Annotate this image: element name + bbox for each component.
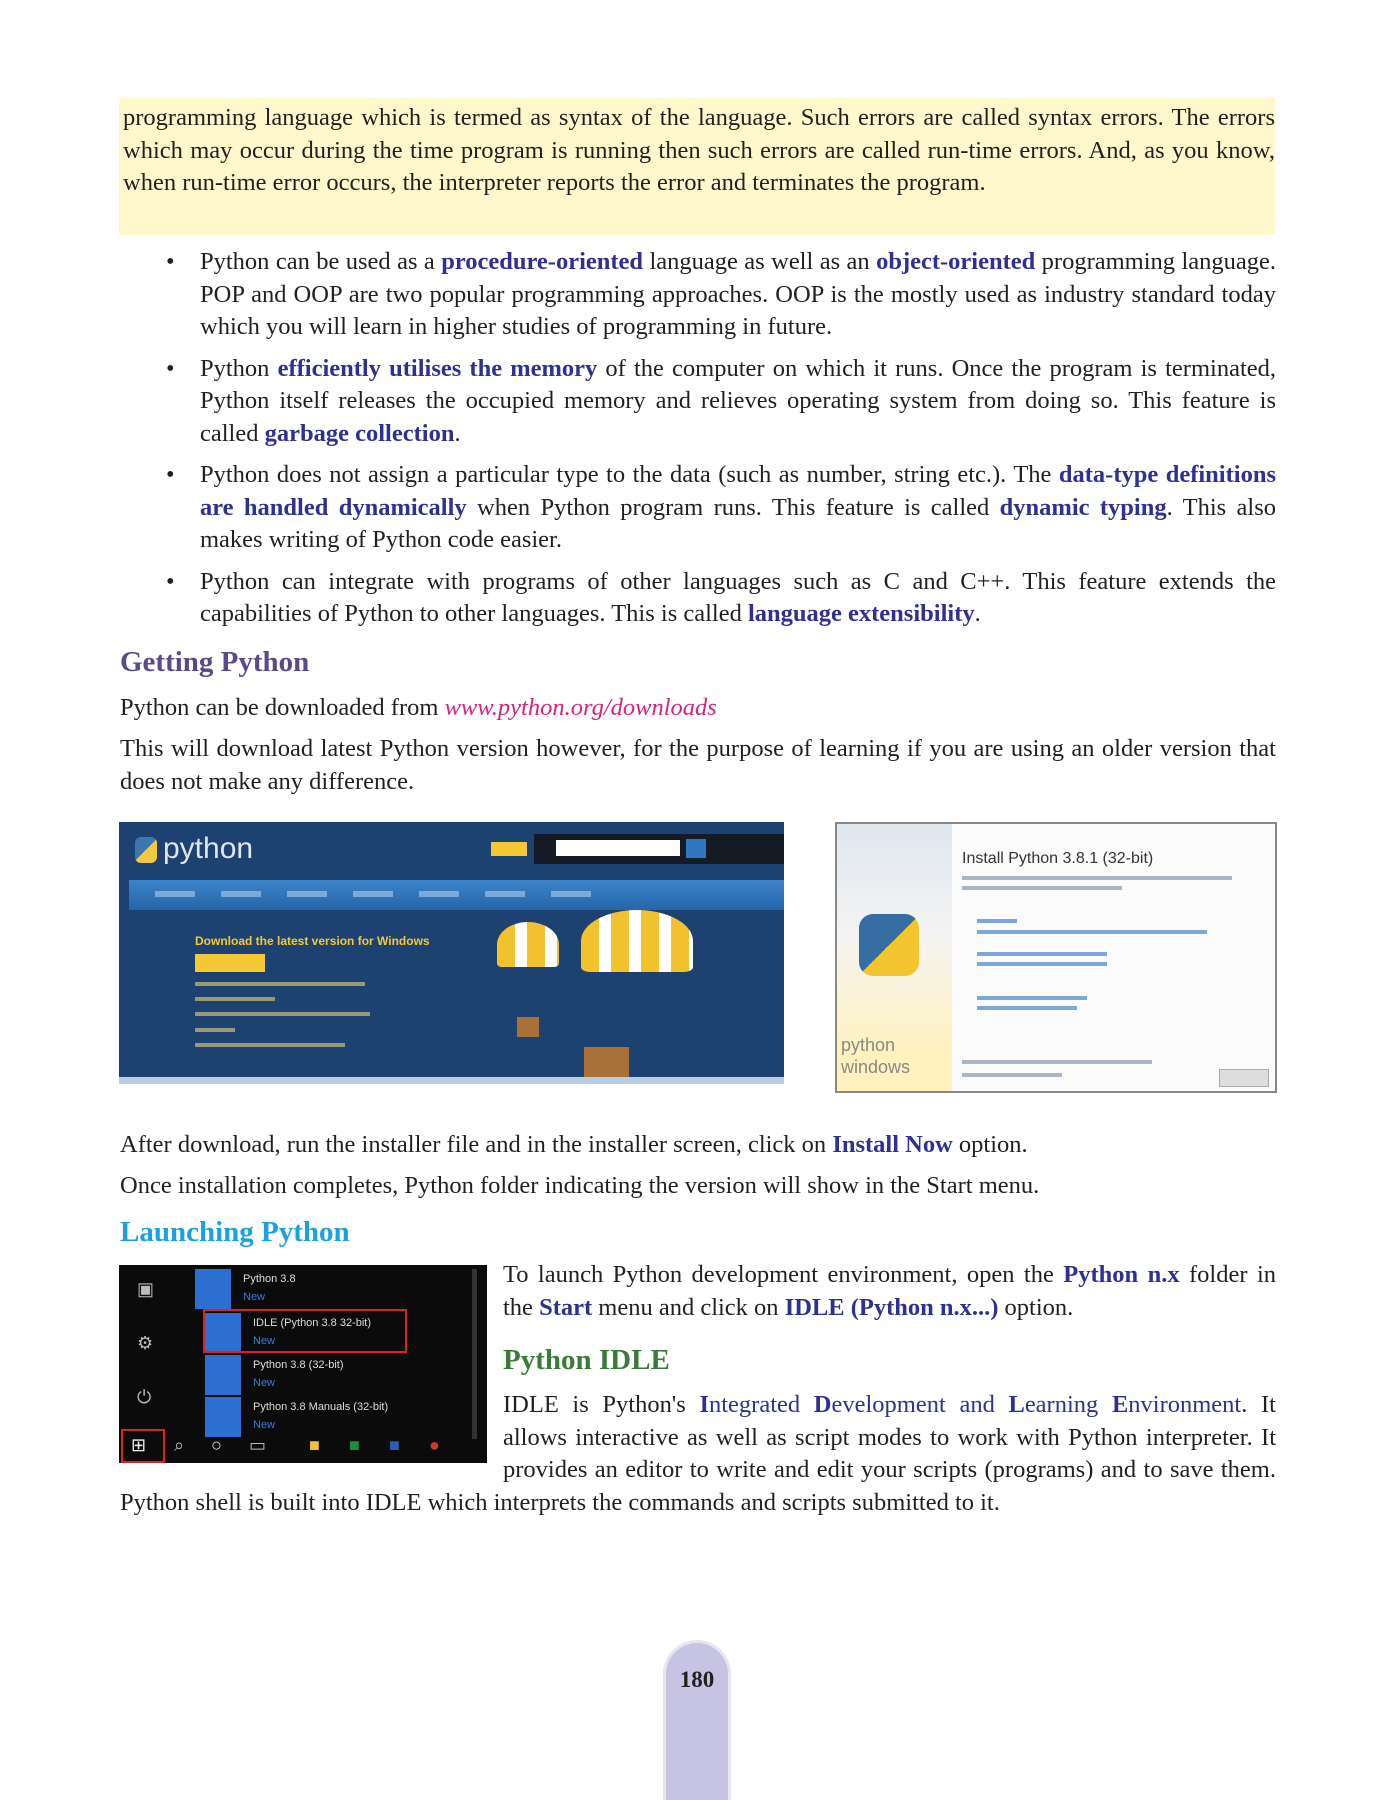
search-input	[556, 840, 680, 856]
keyword: I	[699, 1391, 709, 1418]
text: menu and click on	[592, 1293, 785, 1321]
text: After download, run the installer file and in the installer screen, click on	[120, 1131, 833, 1158]
page-number: 180	[679, 1667, 715, 1692]
text: folder in the	[503, 1261, 1276, 1321]
powerpoint-icon: ●	[429, 1435, 440, 1455]
text: earning	[1024, 1391, 1112, 1418]
python-logo	[135, 832, 253, 866]
text: option.	[998, 1293, 1074, 1321]
bullet-icon: •	[166, 567, 175, 595]
launch-instructions	[503, 1259, 1276, 1324]
site-nav	[129, 880, 784, 910]
bullet-icon: •	[166, 354, 175, 382]
keyword: data-type definitions are handled dynamically	[200, 461, 1276, 521]
search-go-button	[686, 839, 706, 858]
donate-button	[491, 842, 527, 856]
power-icon: ⏻	[137, 1387, 152, 1407]
page-number-tab	[663, 1640, 731, 1800]
text: .	[454, 419, 461, 447]
text: of the computer on which it runs. Once the program is terminated, Python itself releases the occupied memory and relieves operating system from doing so. This feature is called	[200, 354, 1276, 447]
feature-bullet-list	[166, 246, 1276, 640]
download-headline: Download the latest version for Windows	[195, 934, 430, 948]
python-logo-icon	[135, 837, 157, 863]
customize-installation-option	[977, 996, 1087, 1000]
text: Python can be used as a	[200, 248, 442, 275]
highlighted-paragraph	[119, 98, 1275, 235]
parachute-image	[581, 910, 693, 972]
install-now-option	[977, 919, 1017, 923]
text: Python	[200, 354, 278, 382]
keyword: language extensibility	[747, 600, 975, 627]
installation-complete-line: Once installation completes, Python folder indicating the version will show in the Start menu.	[120, 1172, 1040, 1199]
bullet-item	[166, 246, 1276, 344]
getting-python-heading: Getting Python	[120, 646, 310, 678]
text: Python can be downloaded from	[120, 694, 445, 721]
text: language as well as an	[643, 248, 877, 275]
keyword: D	[813, 1391, 832, 1418]
text: . This also makes writing of Python code easier.	[200, 493, 1276, 553]
text: evelopment and	[831, 1391, 1009, 1418]
download-note: This will download latest Python version however, for the purpose of learning if you are using an older version that does not make any difference.	[120, 735, 1276, 795]
text: .	[974, 600, 981, 627]
text-line	[195, 1012, 370, 1016]
text: Python does not assign a particular type to the data (such as number, string etc.). The	[200, 461, 1059, 488]
keyword: efficiently utilises the memory	[277, 354, 598, 382]
text-line	[195, 1043, 345, 1047]
item-name: Python 3.8 Manuals (32-bit)	[253, 1401, 389, 1413]
python-idle-heading: Python IDLE	[503, 1344, 670, 1376]
launching-python-heading: Launching Python	[120, 1216, 350, 1248]
text: python	[841, 1035, 896, 1055]
keyword: E	[1111, 1391, 1129, 1418]
installer-screenshot	[835, 822, 1277, 1093]
text: IDLE is Python's	[503, 1391, 700, 1418]
text: Python can integrate with programs of other languages such as C and C++. This feature extends the capabilities of Python to other languages. This is called	[200, 567, 1276, 627]
text-line	[195, 1028, 235, 1032]
text: To launch Python development environment, open the	[503, 1261, 1064, 1288]
keyword: dynamic typing	[999, 493, 1167, 521]
bullet-icon: •	[166, 248, 175, 275]
keyword: L	[1008, 1391, 1025, 1418]
item-sub: New	[243, 1291, 266, 1303]
python-logo-icon	[859, 914, 919, 976]
keyword: Start	[539, 1293, 593, 1321]
bullet-icon: •	[166, 461, 175, 488]
installer-title: Install Python 3.8.1 (32-bit)	[962, 850, 1154, 867]
installer-sidebar	[837, 824, 952, 1091]
search-bar	[534, 834, 784, 864]
keyword: Install Now	[832, 1131, 953, 1158]
text: . It allows interactive as well as script modes to work with Python interpreter. It provides an editor to write and edit your scripts (programs) and to save them. Python shell is built into IDLE which interprets the commands and scripts submitted to it.	[120, 1391, 1276, 1516]
logo-text: python	[163, 832, 254, 865]
keyword: Python n.x	[1063, 1261, 1180, 1288]
keyword: object-oriented	[876, 248, 1036, 275]
text: ntegrated	[709, 1391, 814, 1418]
text: nvironment	[1128, 1391, 1242, 1418]
text: when Python program runs. This feature is called	[466, 493, 1000, 521]
word-icon: ■	[389, 1435, 400, 1455]
keyword: garbage collection	[264, 419, 455, 447]
cortana-icon: ○	[211, 1435, 222, 1455]
task-view-icon: ▭	[249, 1435, 267, 1455]
windows-icon: ⊞	[131, 1435, 147, 1455]
folder-icon	[195, 1269, 231, 1309]
file-explorer-icon: ■	[309, 1435, 320, 1455]
user-icon: ▣	[137, 1279, 155, 1299]
installer-side-text	[841, 1034, 910, 1078]
intro-paragraph: programming language which is termed as syntax of the language. Such errors are called syntax errors. The errors which may occur during the time program is running then such errors are called run-time errors. And, as you know, when run-time error occurs, the interpreter reports the error and terminates the program.	[123, 104, 1275, 196]
cancel-button	[1219, 1069, 1269, 1087]
idle-description	[120, 1389, 1276, 1519]
item-sub: New	[253, 1335, 276, 1347]
search-icon: ⌕	[174, 1435, 185, 1455]
excel-icon: ■	[349, 1435, 360, 1455]
download-link[interactable]: www.python.org/downloads	[444, 694, 717, 721]
text: option.	[952, 1131, 1028, 1158]
download-line	[120, 692, 1276, 725]
item-name: IDLE (Python 3.8 32-bit)	[253, 1317, 372, 1329]
settings-icon: ⚙	[137, 1333, 154, 1353]
bullet-item	[166, 353, 1276, 451]
crate-image	[517, 1017, 539, 1037]
text-line	[195, 997, 275, 1001]
python-website-screenshot	[119, 822, 784, 1084]
text: windows	[841, 1057, 911, 1077]
item-sub: New	[253, 1377, 276, 1389]
item-name: Python 3.8 (32-bit)	[253, 1359, 344, 1371]
bullet-item	[166, 459, 1276, 557]
keyword: IDLE (Python n.x...)	[784, 1293, 999, 1321]
keyword: procedure-oriented	[441, 248, 644, 275]
text: programming language. POP and OOP are two popular programming approaches. OOP is the mostly used as industry standard today which you will learn in higher studies of programming in future.	[200, 248, 1276, 340]
item-sub: New	[253, 1419, 276, 1431]
item-name: Python 3.8	[243, 1273, 296, 1285]
download-button	[195, 954, 265, 972]
text-line	[195, 982, 365, 986]
parachute-image	[497, 922, 559, 967]
bullet-item	[166, 566, 1276, 631]
highlight-box	[203, 1309, 407, 1353]
after-download-line	[120, 1129, 1276, 1162]
